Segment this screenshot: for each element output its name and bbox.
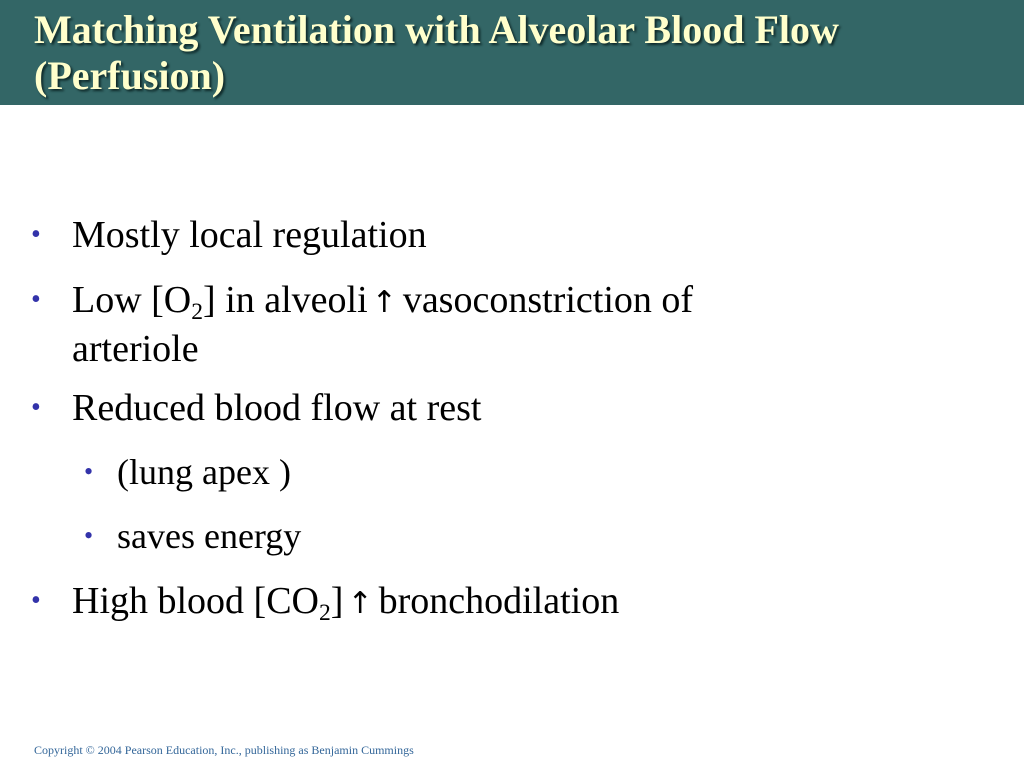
arrow-up-icon: ↑ bbox=[371, 285, 397, 320]
bullet-text-post: vasoconstriction of bbox=[402, 279, 694, 321]
subscript-2: 2 bbox=[319, 600, 331, 627]
slide-title: Matching Ventilation with Alveolar Blood Flow (Perfusion) bbox=[34, 7, 839, 98]
bullet-item-reduced-blood-flow bbox=[31, 386, 482, 430]
bullet-icon: • bbox=[84, 521, 94, 550]
bullet-text: (lung apex ) bbox=[117, 452, 291, 492]
subscript-2: 2 bbox=[191, 299, 204, 326]
bullet-icon: • bbox=[31, 219, 41, 250]
bullet-text-post: bronchodilation bbox=[378, 580, 620, 622]
bullet-item-low-o2 bbox=[31, 278, 694, 371]
bullet-text-continuation: arteriole bbox=[72, 328, 199, 370]
bullet-text-mid: ] bbox=[330, 580, 344, 622]
copyright-footer: Copyright © 2004 Pearson Education, Inc., publishing as Benjamin Cummings bbox=[34, 743, 414, 757]
bullet-icon: • bbox=[31, 392, 41, 423]
bullet-text-mid: ] in alveoli bbox=[203, 279, 368, 321]
bullet-icon: • bbox=[31, 585, 41, 616]
bullet-icon: • bbox=[31, 284, 41, 315]
bullet-text: Mostly local regulation bbox=[72, 214, 427, 256]
bullet-text-pre: High blood [CO bbox=[72, 580, 319, 622]
sub-bullet-item-saves-energy bbox=[84, 514, 302, 558]
sub-bullet-item-lung-apex bbox=[84, 450, 291, 494]
bullet-text-pre: Low [O bbox=[72, 279, 192, 321]
bullet-text: saves energy bbox=[117, 516, 302, 556]
bullet-text: Reduced blood flow at rest bbox=[72, 387, 482, 429]
bullet-item-high-co2 bbox=[31, 579, 620, 628]
arrow-up-icon: ↑ bbox=[347, 586, 373, 621]
bullet-item-local-regulation bbox=[31, 213, 427, 257]
bullet-icon: • bbox=[84, 457, 94, 486]
